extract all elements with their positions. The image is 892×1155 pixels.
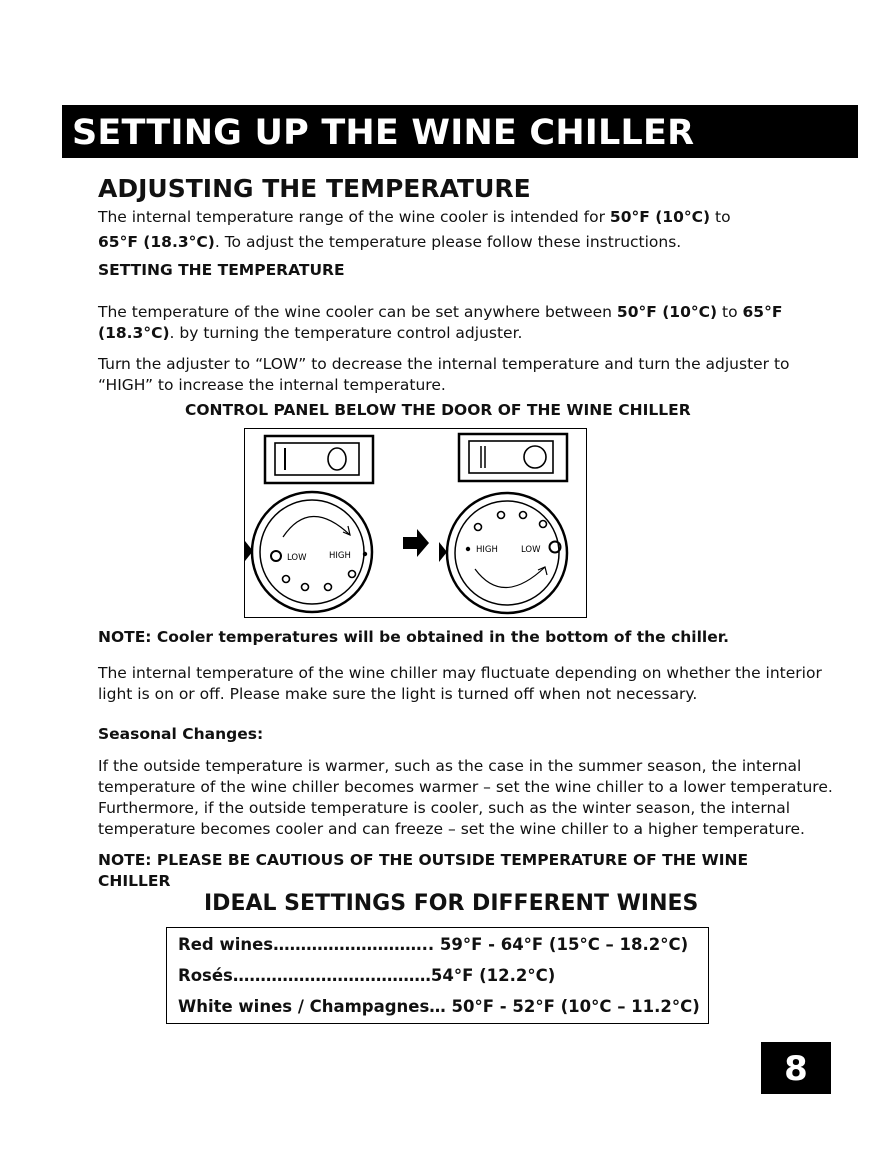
section-banner	[62, 105, 858, 158]
text-run: . To adjust the temperature please follow these instructions.	[214, 233, 682, 251]
temperature-dial-icon	[439, 493, 567, 613]
right-dial-low-label: LOW	[521, 545, 541, 555]
adjusting-heading: ADJUSTING THE TEMPERATURE	[98, 174, 531, 203]
text-run: to	[717, 303, 743, 321]
fluctuate-line-2: light is on or off. Please make sure the light is turned off when not necessary.	[98, 685, 698, 703]
temp-low-bold: 50°F (10°C)	[616, 303, 718, 321]
wine-setting-rose: Rosés………………………………54°F (12.2°C)	[178, 966, 556, 985]
setting-line-3: Turn the adjuster to “LOW” to decrease the internal temperature and turn the adjuster to	[98, 355, 790, 373]
ideal-settings-heading: IDEAL SETTINGS FOR DIFFERENT WINES	[204, 891, 699, 916]
right-dial-high-label: HIGH	[476, 545, 498, 555]
control-panel-diagram	[244, 428, 587, 618]
section-title: SETTING UP THE WINE CHILLER	[72, 113, 695, 153]
fluctuate-line-1: The internal temperature of the wine chiller may fluctuate depending on whether the interior	[98, 664, 822, 682]
text-run: . by turning the temperature control adjuster.	[169, 324, 523, 342]
arrow-right-icon	[403, 529, 429, 557]
left-dial-low-label: LOW	[287, 553, 307, 563]
text-run: to	[710, 208, 731, 226]
panel-caption: CONTROL PANEL BELOW THE DOOR OF THE WINE CHILLER	[185, 401, 691, 419]
seasonal-heading: Seasonal Changes:	[98, 725, 264, 743]
seasonal-line-4: temperature becomes cooler and can freeze – set the wine chiller to a higher temperature.	[98, 820, 805, 838]
note-caution-line-2: CHILLER	[98, 872, 171, 890]
note-bottom-cooler: NOTE: Cooler temperatures will be obtained in the bottom of the chiller.	[98, 628, 730, 646]
ideal-settings-box	[166, 927, 709, 1024]
adjusting-line-2	[98, 232, 681, 253]
temp-low-bold: 50°F (10°C)	[609, 208, 711, 226]
adjusting-line-1	[98, 207, 731, 228]
wine-setting-white: White wines / Champagnes… 50°F - 52°F (10°C – 11.2°C)	[178, 997, 700, 1016]
seasonal-line-3: Furthermore, if the outside temperature is cooler, such as the winter season, the internal	[98, 799, 791, 817]
seasonal-line-2: temperature of the wine chiller becomes warmer – set the wine chiller to a lower temperature.	[98, 778, 833, 796]
text-run: The internal temperature range of the wine cooler is intended for	[98, 208, 610, 226]
note-caution-line-1: NOTE: PLEASE BE CAUTIOUS OF THE OUTSIDE TEMPERATURE OF THE WINE	[98, 851, 749, 869]
setting-line-1	[98, 302, 782, 323]
power-switch-icon	[265, 436, 373, 483]
temp-high-bold: 65°F (18.3°C)	[98, 233, 215, 251]
control-panel-drawing	[245, 429, 588, 619]
setting-line-4: “HIGH” to increase the internal temperature.	[98, 376, 446, 394]
setting-line-2	[98, 323, 522, 344]
left-dial-high-label: HIGH	[329, 551, 351, 561]
seasonal-line-1: If the outside temperature is warmer, such as the case in the summer season, the internal	[98, 757, 802, 775]
text-run: The temperature of the wine cooler can be set anywhere between	[98, 303, 617, 321]
temp-high-celsius-bold: (18.3°C)	[98, 324, 170, 342]
page-number: 8	[761, 1042, 831, 1094]
setting-heading: SETTING THE TEMPERATURE	[98, 261, 345, 279]
temperature-dial-icon	[245, 492, 372, 612]
temp-high-bold: 65°F	[742, 303, 783, 321]
power-switch-icon	[459, 434, 567, 481]
wine-setting-red: Red wines……………………….. 59°F - 64°F (15°C – 18.2°C)	[178, 935, 689, 954]
